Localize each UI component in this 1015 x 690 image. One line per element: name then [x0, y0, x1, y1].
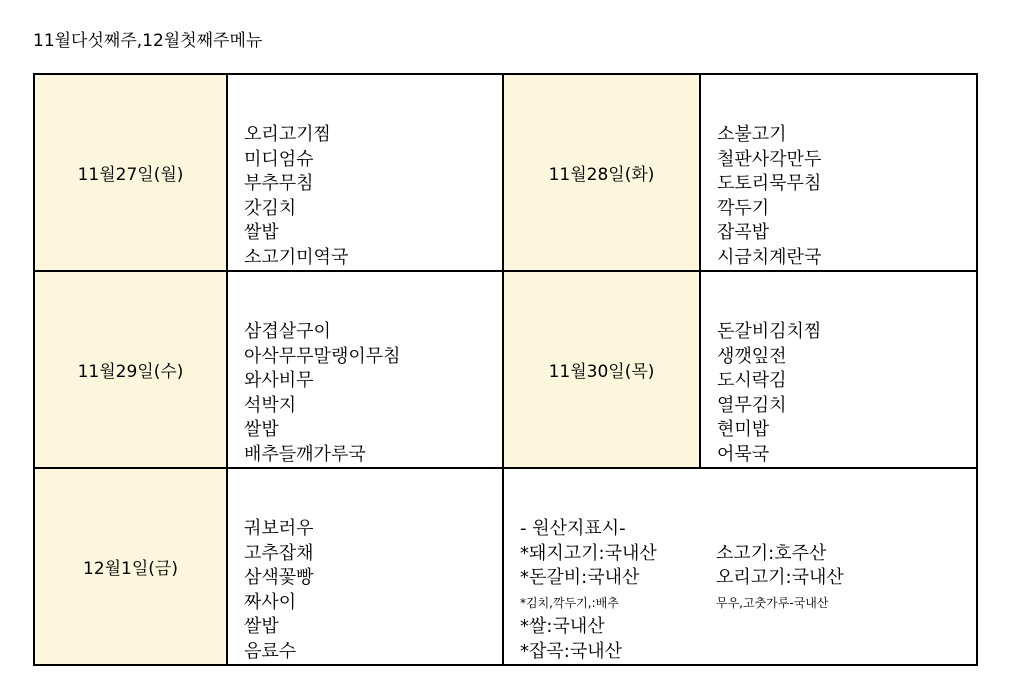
date-label: 12월1일(금): [83, 559, 178, 579]
origin-right: 소고기:호주산: [716, 542, 827, 564]
menu-cell: [227, 74, 503, 271]
menu-item: 어묵국: [717, 443, 770, 465]
origin-left: *돼지고기:국내산: [520, 542, 657, 564]
menu-item: 부추무침: [244, 173, 314, 194]
date-cell: [503, 74, 700, 271]
date-label: 11월30일(목): [548, 362, 655, 382]
menu-table: [33, 73, 978, 666]
menu-item: 삼색꽃빵: [244, 567, 314, 588]
menu-item: 삼겹살구이: [244, 321, 331, 342]
origin-cell: [503, 468, 977, 665]
origin-left: *잡곡:국내산: [520, 640, 623, 662]
menu-item: 도시락김: [717, 370, 787, 391]
menu-item-list: [228, 123, 502, 270]
date-cell: [34, 74, 227, 271]
menu-item: 쌀밥: [244, 222, 279, 243]
menu-item: 돈갈비김치찜: [717, 321, 822, 342]
menu-cell: [227, 468, 503, 665]
date-label: 11월28일(화): [548, 165, 655, 185]
menu-item: 쌀밥: [244, 616, 279, 637]
page-title: 11월다섯째주,12월첫째주메뉴: [33, 31, 263, 51]
menu-item: 짜사이: [244, 591, 297, 613]
origin-row: [520, 615, 976, 640]
menu-item: 열무김치: [717, 394, 787, 416]
origin-left: *김치,깍두기,:배추: [520, 595, 619, 610]
origin-row: [520, 566, 976, 591]
menu-item: 와사비무: [244, 370, 314, 391]
menu-item: 갓김치: [244, 197, 297, 219]
menu-item: 쌀밥: [244, 419, 279, 440]
menu-item: 깍두기: [717, 197, 770, 219]
menu-item: 궈보러우: [244, 518, 314, 539]
origin-row: [520, 542, 976, 567]
origin-notice: [504, 517, 976, 664]
origin-right: 오리고기:국내산: [716, 567, 844, 588]
table-row: [34, 271, 977, 468]
menu-item: 음료수: [244, 640, 297, 662]
origin-row: [520, 640, 976, 665]
menu-item: 배추들깨가루국: [244, 443, 366, 465]
table-row: [34, 74, 977, 271]
menu-item: 철판사각만두: [717, 148, 822, 170]
menu-item: 소고기미역국: [244, 246, 349, 268]
date-label: 11월27일(월): [77, 165, 184, 185]
date-label: 11월29일(수): [77, 362, 184, 382]
menu-item: 잡곡밥: [717, 222, 770, 243]
date-cell: [34, 271, 227, 468]
menu-item: 석박지: [244, 394, 297, 416]
menu-item-list: [701, 320, 976, 467]
menu-item: 소불고기: [717, 124, 787, 145]
menu-item-list: [701, 123, 976, 270]
menu-item: 아삭무무말랭이무침: [244, 345, 401, 367]
origin-left: *쌀:국내산: [520, 616, 605, 637]
menu-cell: [700, 271, 977, 468]
menu-item: 미디엄슈: [244, 148, 314, 170]
menu-item: 시금치계란국: [717, 246, 822, 268]
menu-item: 도토리묵무침: [717, 173, 822, 194]
menu-item: 오리고기찜: [244, 124, 331, 145]
origin-right: 무우,고춧가루-국내산: [716, 595, 829, 610]
table-row: [34, 468, 977, 665]
menu-item: 생깻잎전: [717, 345, 787, 367]
menu-item: 현미밥: [717, 419, 770, 440]
date-cell: [34, 468, 227, 665]
menu-item-list: [228, 320, 502, 467]
menu-item-list: [228, 517, 502, 664]
origin-left: *돈갈비:국내산: [520, 567, 640, 588]
origin-row: [520, 591, 976, 616]
date-cell: [503, 271, 700, 468]
menu-cell: [700, 74, 977, 271]
origin-heading: - 원산지표시-: [520, 518, 626, 539]
menu-cell: [227, 271, 503, 468]
menu-item: 고추잡채: [244, 542, 314, 564]
